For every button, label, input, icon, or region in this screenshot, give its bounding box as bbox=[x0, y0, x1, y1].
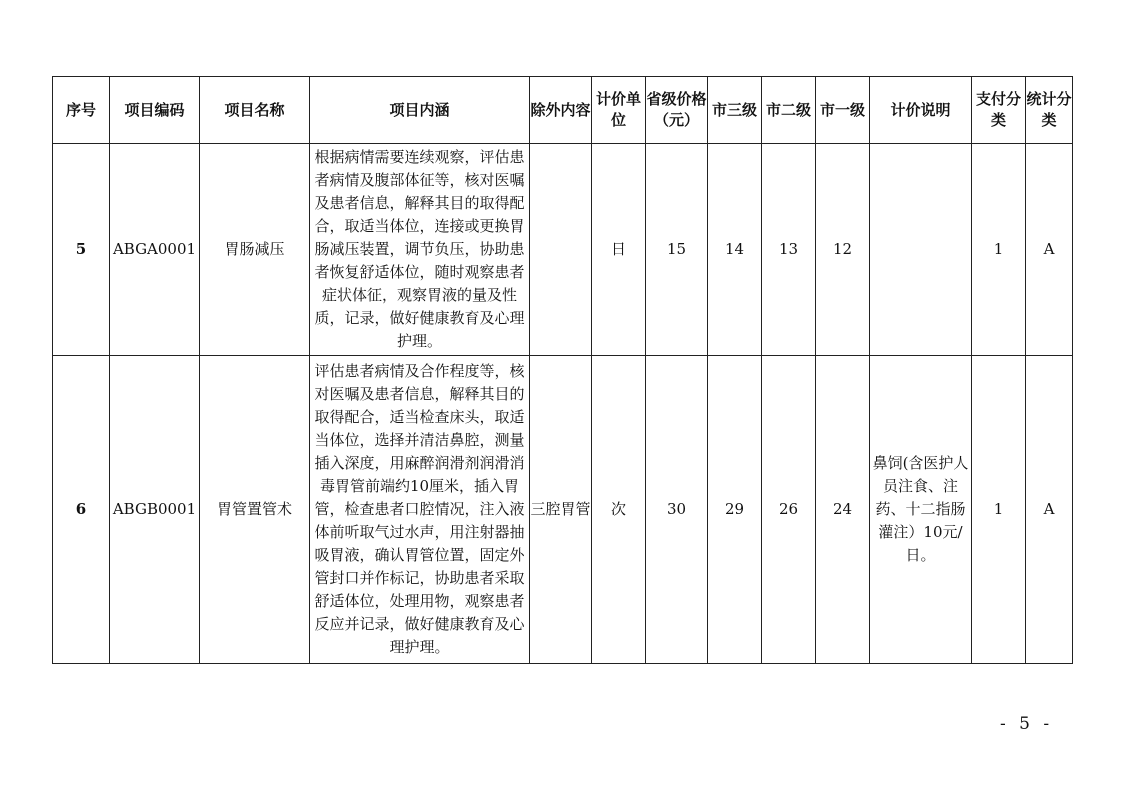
cell-city3: 14 bbox=[708, 144, 762, 356]
header-provincial-price: 省级价格（元） bbox=[646, 77, 708, 144]
cell-content: 评估患者病情及合作程度等，核对医嘱及患者信息，解释其目的取得配合，适当检查床头，取适当体位，选择并清洁鼻腔，测量插入深度，用麻醉润滑剂润滑消毒胃管前端约10厘米，插入胃管，检查患者口腔情况，注入液体前听取气过水声，用注射器抽吸胃液，确认胃管位置，固定外管封口并作标记，协助患者采取舒适体位，处理用物，观察患者反应并记录，做好健康教育及心理护理。 bbox=[310, 356, 530, 664]
cell-code: ABGB0001 bbox=[110, 356, 200, 664]
cell-stat-category: A bbox=[1026, 356, 1073, 664]
cell-city3: 29 bbox=[708, 356, 762, 664]
table-row bbox=[53, 144, 1073, 356]
header-row bbox=[53, 77, 1073, 144]
cell-city2: 13 bbox=[762, 144, 816, 356]
header-code: 项目编码 bbox=[110, 77, 200, 144]
fee-table-container bbox=[52, 76, 1073, 664]
header-city1: 市一级 bbox=[816, 77, 870, 144]
cell-payment-category: 1 bbox=[972, 356, 1026, 664]
cell-unit: 次 bbox=[592, 356, 646, 664]
header-seq: 序号 bbox=[53, 77, 110, 144]
cell-name: 胃管置管术 bbox=[200, 356, 310, 664]
fee-table bbox=[52, 76, 1073, 664]
header-city3: 市三级 bbox=[708, 77, 762, 144]
cell-city2: 26 bbox=[762, 356, 816, 664]
header-stat-category: 统计分类 bbox=[1026, 77, 1073, 144]
cell-name: 胃肠减压 bbox=[200, 144, 310, 356]
cell-city1: 12 bbox=[816, 144, 870, 356]
cell-stat-category: A bbox=[1026, 144, 1073, 356]
table-row bbox=[53, 356, 1073, 664]
cell-provincial-price: 15 bbox=[646, 144, 708, 356]
header-city2: 市二级 bbox=[762, 77, 816, 144]
header-unit: 计价单位 bbox=[592, 77, 646, 144]
cell-unit: 日 bbox=[592, 144, 646, 356]
header-exclusions: 除外内容 bbox=[530, 77, 592, 144]
cell-exclusions: 三腔胃管 bbox=[530, 356, 592, 664]
cell-pricing-notes: 鼻饲(含医护人员注食、注药、十二指肠灌注）10元/日。 bbox=[870, 356, 972, 664]
cell-city1: 24 bbox=[816, 356, 870, 664]
cell-payment-category: 1 bbox=[972, 144, 1026, 356]
header-name: 项目名称 bbox=[200, 77, 310, 144]
cell-code: ABGA0001 bbox=[110, 144, 200, 356]
cell-pricing-notes bbox=[870, 144, 972, 356]
cell-seq: 6 bbox=[53, 356, 110, 664]
cell-exclusions bbox=[530, 144, 592, 356]
header-payment-category: 支付分类 bbox=[972, 77, 1026, 144]
cell-seq: 5 bbox=[53, 144, 110, 356]
cell-content: 根据病情需要连续观察，评估患者病情及腹部体征等，核对医嘱及患者信息，解释其目的取得配合，取适当体位，连接或更换胃肠减压装置，调节负压，协助患者恢复舒适体位，随时观察患者症状体征，观察胃液的量及性质，记录，做好健康教育及心理护理。 bbox=[310, 144, 530, 356]
header-content: 项目内涵 bbox=[310, 77, 530, 144]
header-pricing-notes: 计价说明 bbox=[870, 77, 972, 144]
page-number: - 5 - bbox=[1000, 714, 1054, 734]
cell-provincial-price: 30 bbox=[646, 356, 708, 664]
